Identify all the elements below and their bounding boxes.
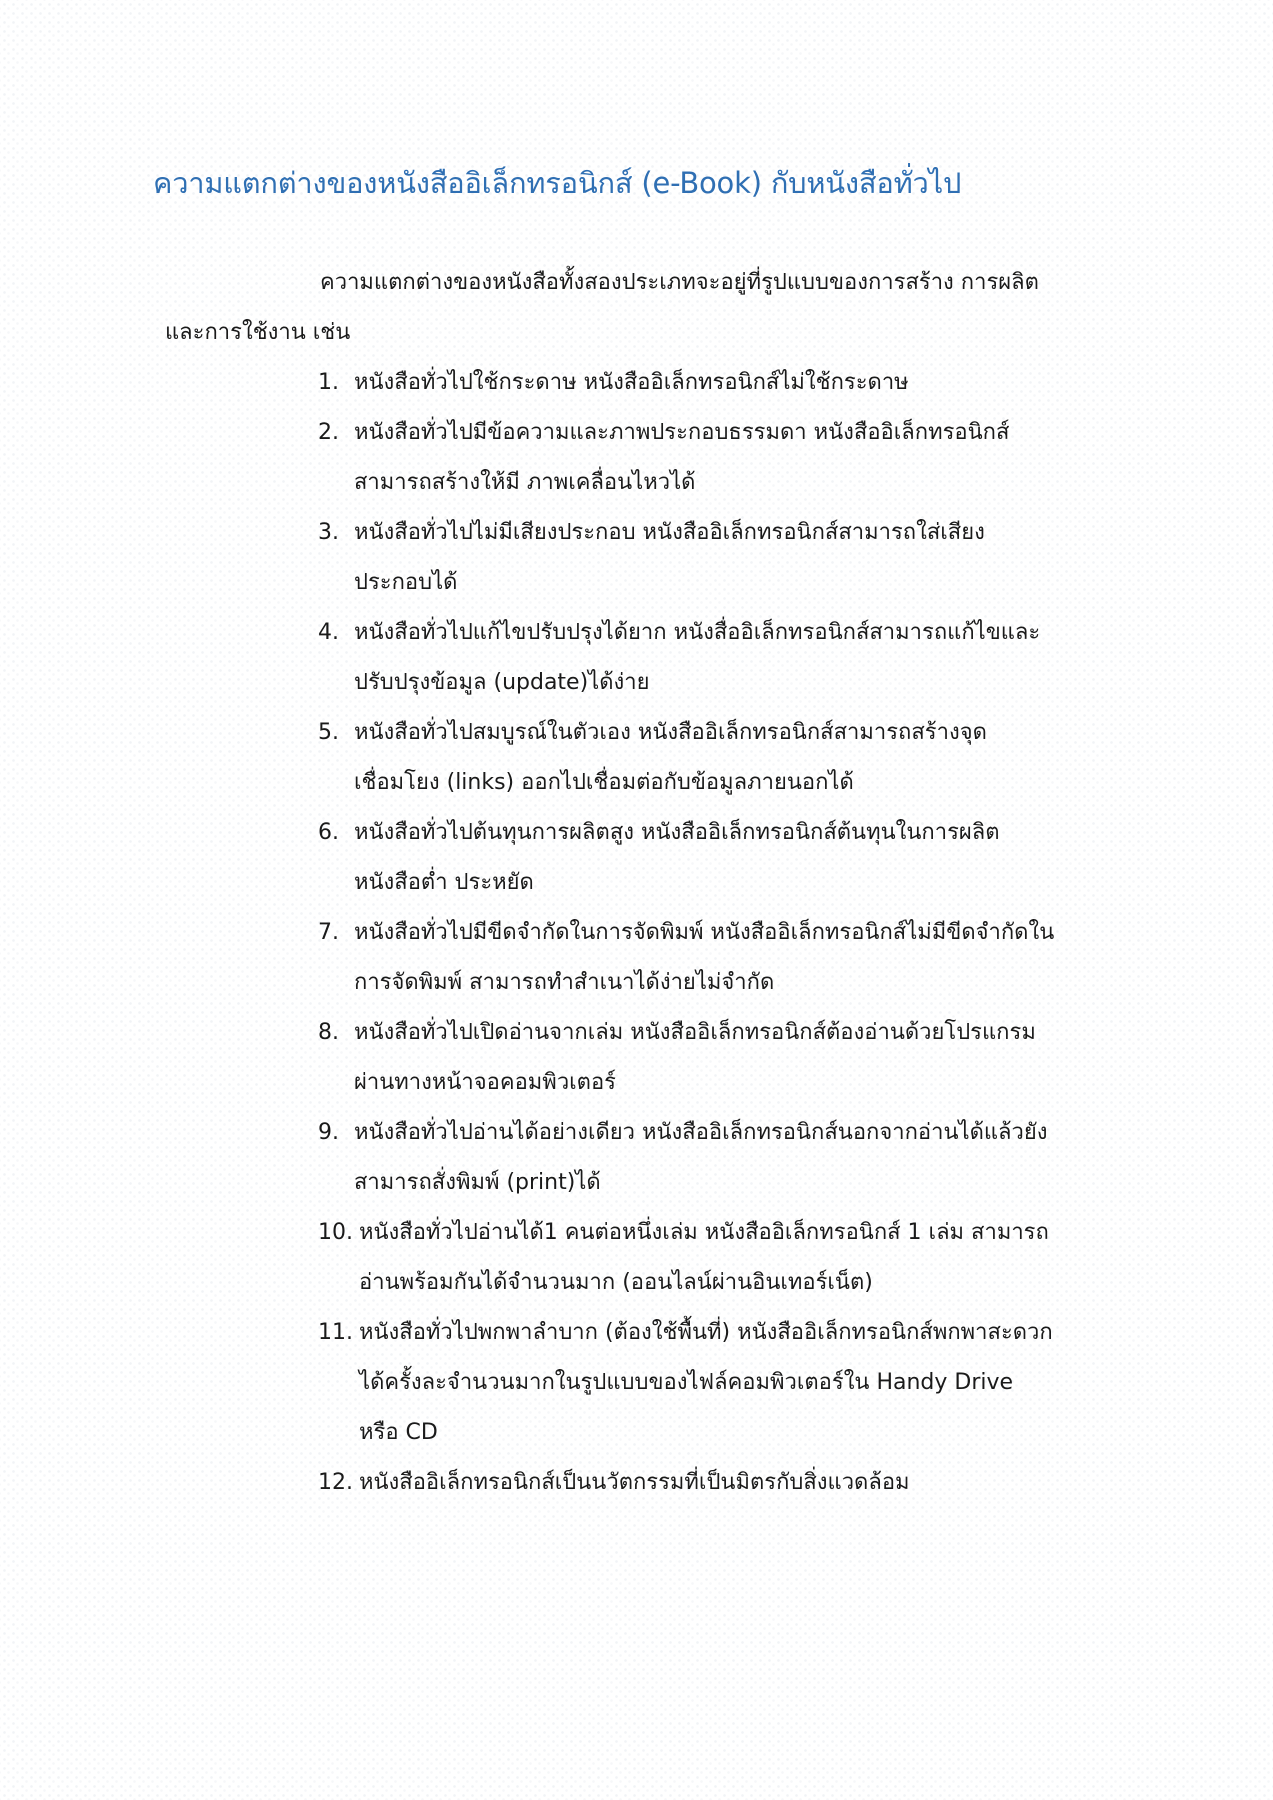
list-item-number: 1. bbox=[318, 370, 339, 395]
list-item-line: ปรับปรุงข้อมูล (update)ได้ง่าย bbox=[354, 670, 650, 695]
list-item-line: สามารถสร้างให้มี ภาพเคลื่อนไหวได้ bbox=[354, 470, 696, 495]
list-item-text bbox=[354, 508, 985, 608]
intro-line-2: และการใช้งาน เช่น bbox=[165, 320, 351, 345]
list-item-number: 10. bbox=[318, 1220, 353, 1245]
list-item-line: หนังสือทั่วไปต้นทุนการผลิตสูง หนังสืออิเล็กทรอนิกส์ต้นทุนในการผลิต bbox=[354, 820, 1000, 845]
list-item-line: เชื่อมโยง (links) ออกไปเชื่อมต่อกับข้อมูลภายนอกได้ bbox=[354, 770, 854, 795]
list-item bbox=[318, 608, 1138, 708]
list-item-number: 5. bbox=[318, 720, 339, 745]
list-item-line: หนังสือทั่วไปเปิดอ่านจากเล่ม หนังสืออิเล็กทรอนิกส์ต้องอ่านด้วยโปรแกรม bbox=[354, 1020, 1036, 1045]
list-item-number: 9. bbox=[318, 1120, 339, 1145]
list-item-line: ได้ครั้งละจำนวนมากในรูปแบบของไฟล์คอมพิวเตอร์ใน Handy Drive bbox=[359, 1370, 1014, 1395]
list-item bbox=[318, 1458, 1138, 1508]
list-item-line: หรือ CD bbox=[359, 1420, 438, 1445]
page-title: ความแตกต่างของหนังสืออิเล็กทรอนิกส์ (e-Book) กับหนังสือทั่วไป bbox=[153, 166, 962, 200]
list-item-text bbox=[354, 908, 1054, 1008]
list-item-number: 8. bbox=[318, 1020, 339, 1045]
list-item bbox=[318, 508, 1138, 608]
list-item bbox=[318, 1008, 1138, 1108]
list-item-line: หนังสือทั่วไปมีขีดจำกัดในการจัดพิมพ์ หนังสืออิเล็กทรอนิกส์ไม่มีขีดจำกัดใน bbox=[354, 920, 1055, 945]
list-item-line: หนังสือทั่วไปสมบูรณ์ในตัวเอง หนังสืออิเล็กทรอนิกส์สามารถสร้างจุด bbox=[354, 720, 987, 745]
list-item-number: 12. bbox=[318, 1470, 353, 1495]
list-item-number: 11. bbox=[318, 1320, 353, 1345]
list-item-line: หนังสือทั่วไปใช้กระดาษ หนังสืออิเล็กทรอนิกส์ไม่ใช้กระดาษ bbox=[354, 370, 909, 395]
list-item-text bbox=[354, 358, 909, 408]
intro-paragraph bbox=[165, 258, 1125, 358]
list-item-number: 6. bbox=[318, 820, 339, 845]
list-item-text bbox=[354, 608, 1040, 708]
list-item bbox=[318, 808, 1138, 908]
list-item-number: 4. bbox=[318, 620, 339, 645]
list-item-line: หนังสือทั่วไปไม่มีเสียงประกอบ หนังสืออิเล็กทรอนิกส์สามารถใส่เสียง bbox=[354, 520, 985, 545]
list-item-text bbox=[359, 1208, 1049, 1308]
comparison-list bbox=[318, 358, 1138, 1508]
list-item-number: 3. bbox=[318, 520, 339, 545]
list-item bbox=[318, 1208, 1138, 1308]
list-item-line: อ่านพร้อมกันได้จำนวนมาก (ออนไลน์ผ่านอินเทอร์เน็ต) bbox=[359, 1270, 873, 1295]
list-item bbox=[318, 408, 1138, 508]
list-item-line: ผ่านทางหน้าจอคอมพิวเตอร์ bbox=[354, 1070, 617, 1095]
list-item-line: สามารถสั่งพิมพ์ (print)ได้ bbox=[354, 1170, 601, 1195]
list-item-line: หนังสือทั่วไปมีข้อความและภาพประกอบธรรมดา หนังสืออิเล็กทรอนิกส์ bbox=[354, 420, 1010, 445]
list-item bbox=[318, 1308, 1138, 1458]
list-item-text bbox=[359, 1458, 910, 1508]
list-item bbox=[318, 358, 1138, 408]
list-item-line: การจัดพิมพ์ สามารถทำสำเนาได้ง่ายไม่จำกัด bbox=[354, 970, 775, 995]
list-item-text bbox=[354, 408, 1009, 508]
list-item-line: หนังสือทั่วไปแก้ไขปรับปรุงได้ยาก หนังสื่ออิเล็กทรอนิกส์สามารถแก้ไขและ bbox=[354, 620, 1041, 645]
list-item-line: หนังสือต่ำ ประหยัด bbox=[354, 870, 534, 895]
list-item-text bbox=[354, 1108, 1048, 1208]
list-item bbox=[318, 1108, 1138, 1208]
list-item-number: 7. bbox=[318, 920, 339, 945]
list-item-line: หนังสือทั่วไปอ่านได้อย่างเดียว หนังสืออิเล็กทรอนิกส์นอกจากอ่านได้แล้วยัง bbox=[354, 1120, 1048, 1145]
list-item bbox=[318, 708, 1138, 808]
list-item-text bbox=[354, 808, 1000, 908]
list-item bbox=[318, 908, 1138, 1008]
list-item-text bbox=[354, 1008, 1036, 1108]
list-item-text bbox=[359, 1308, 1053, 1458]
list-item-line: ประกอบได้ bbox=[354, 570, 458, 595]
list-item-number: 2. bbox=[318, 420, 339, 445]
intro-line-1: ความแตกต่างของหนังสือทั้งสองประเภทจะอยู่ที่รูปแบบของการสร้าง การผลิต bbox=[320, 270, 1039, 295]
list-item-line: หนังสือทั่วไปอ่านได้1 คนต่อหนึ่งเล่ม หนังสืออิเล็กทรอนิกส์ 1 เล่ม สามารถ bbox=[359, 1220, 1049, 1245]
list-item-line: หนังสือทั่วไปพกพาลำบาก (ต้องใช้พื้นที่) หนังสืออิเล็กทรอนิกส์พกพาสะดวก bbox=[359, 1320, 1053, 1345]
list-item-line: หนังสืออิเล็กทรอนิกส์เป็นนวัตกรรมที่เป็นมิตรกับสิ่งแวดล้อม bbox=[359, 1470, 910, 1495]
list-item-text bbox=[354, 708, 987, 808]
